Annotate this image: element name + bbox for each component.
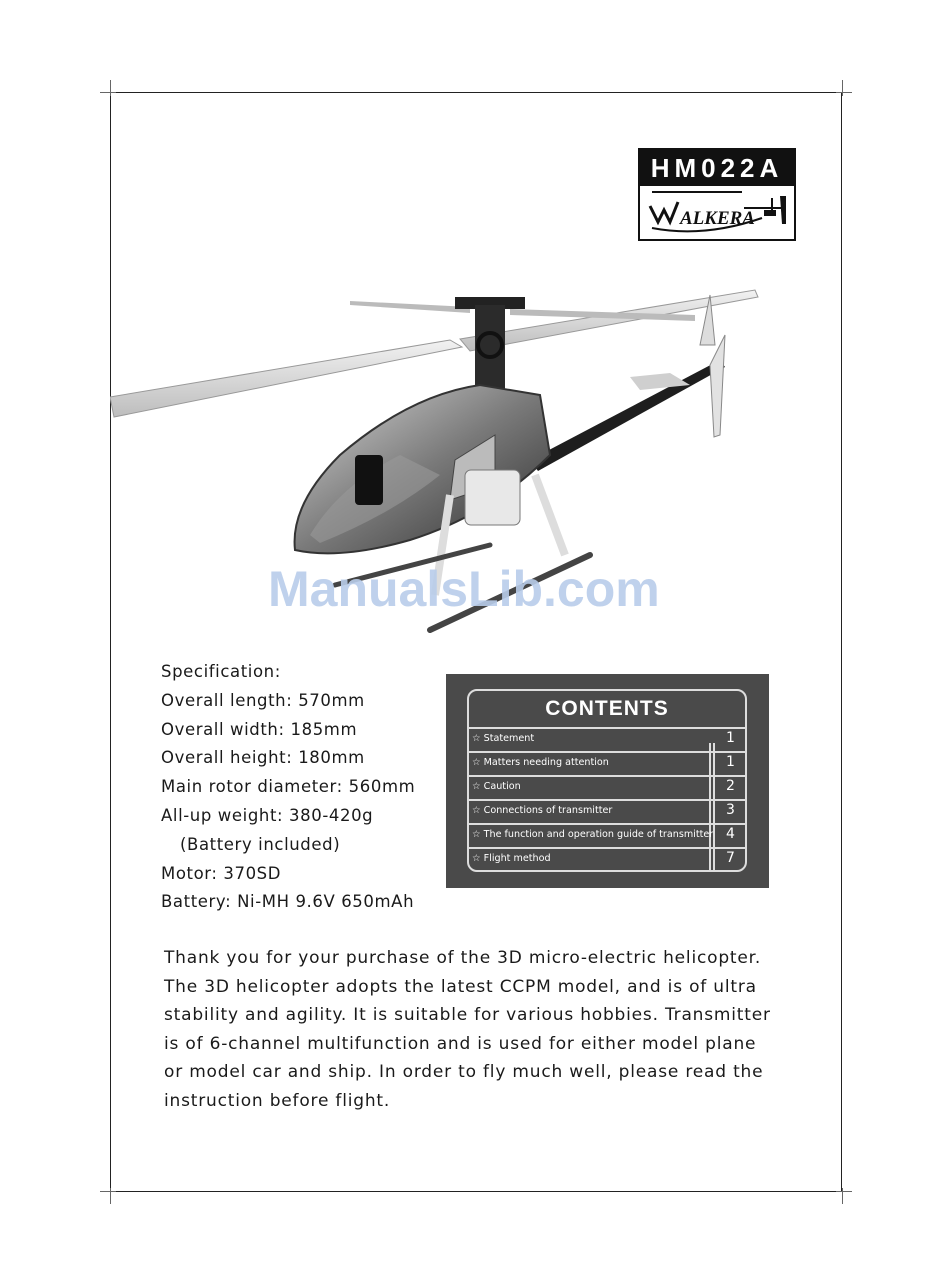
spec-line: Overall length: 570mm xyxy=(161,690,365,710)
intro-line: The 3D helicopter adopts the latest CCPM model, and is of ultra xyxy=(164,976,757,997)
contents-panel xyxy=(446,674,769,888)
toc-item-page: 7 xyxy=(726,850,735,866)
toc-item-label: ☆ Caution xyxy=(472,781,521,792)
crop-mark xyxy=(100,92,116,93)
spec-line: Main rotor diameter: 560mm xyxy=(161,777,416,797)
toc-item-label: ☆ The function and operation guide of transmitter xyxy=(472,829,714,840)
spec-line: Overall width: 185mm xyxy=(161,719,358,739)
toc-item[interactable] xyxy=(469,799,745,823)
toc-item-label: ☆ Flight method xyxy=(472,853,551,864)
model-number: HM022A xyxy=(640,150,794,186)
contents-table xyxy=(467,689,747,872)
toc-item-page: 3 xyxy=(726,802,735,818)
spec-line: Battery: Ni-MH 9.6V 650mAh xyxy=(161,892,415,912)
walkera-brand-logo xyxy=(644,188,792,238)
toc-item-label: ☆ Statement xyxy=(472,733,535,744)
toc-item-page: 2 xyxy=(726,778,735,794)
spec-line: All-up weight: 380-420g xyxy=(161,805,374,825)
crop-mark xyxy=(842,80,843,96)
intro-line: instruction before flight. xyxy=(164,1090,391,1111)
crop-mark xyxy=(110,1188,111,1204)
toc-item[interactable] xyxy=(469,775,745,799)
intro-line: or model car and ship. In order to fly much well, please read the xyxy=(164,1062,764,1082)
watermark-text: ManualsLib.com xyxy=(268,561,660,617)
toc-item-label: ☆ Connections of transmitter xyxy=(472,805,613,816)
toc-item-page: 1 xyxy=(726,754,735,770)
contents-title: CONTENTS xyxy=(545,697,669,720)
toc-item[interactable] xyxy=(469,847,745,871)
crop-mark xyxy=(110,80,111,96)
toc-item-page: 1 xyxy=(726,730,735,746)
spec-heading: Specification: xyxy=(161,662,281,681)
toc-item[interactable] xyxy=(469,751,745,775)
spec-line: Overall height: 180mm xyxy=(161,748,365,768)
specification-block xyxy=(161,658,415,917)
svg-text:ALKERA: ALKERA xyxy=(680,208,755,229)
crop-mark xyxy=(836,92,852,93)
crop-mark xyxy=(100,1191,116,1192)
product-logo xyxy=(638,148,796,241)
toc-item[interactable] xyxy=(469,823,745,847)
intro-paragraph xyxy=(164,944,804,1115)
intro-line: Thank you for your purchase of the 3D micro-electric helicopter. xyxy=(164,948,762,968)
spec-line: Motor: 370SD xyxy=(161,863,282,883)
intro-line: stability and agility. It is suitable for various hobbies. Transmitter xyxy=(164,1005,771,1025)
toc-item-label: ☆ Matters needing attention xyxy=(472,757,609,768)
spec-line: (Battery included) xyxy=(180,834,341,854)
intro-line: is of 6-channel multifunction and is used for either model plane xyxy=(164,1033,757,1054)
crop-mark xyxy=(842,1188,843,1204)
crop-mark xyxy=(836,1191,852,1192)
toc-item[interactable] xyxy=(469,727,745,751)
toc-item-page: 4 xyxy=(726,826,735,842)
